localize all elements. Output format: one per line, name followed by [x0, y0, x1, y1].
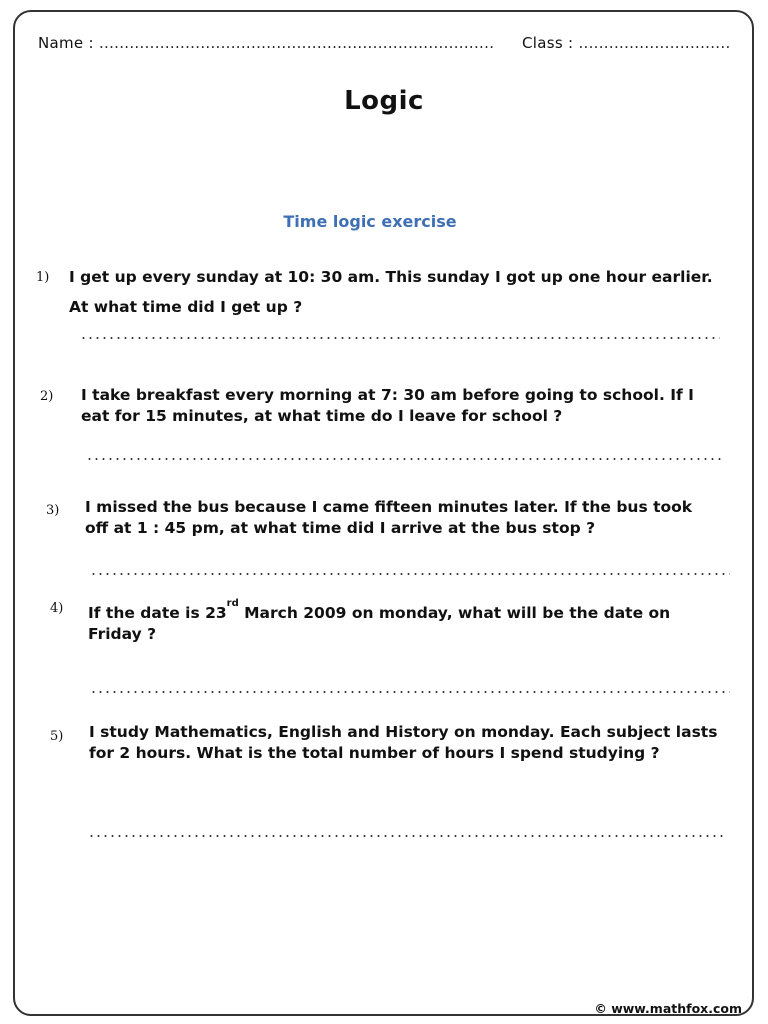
question-line: eat for 15 minutes, at what time do I leave for school ? — [81, 407, 563, 425]
question-number: 3) — [46, 503, 60, 518]
question-text — [88, 593, 670, 645]
question-line: I study Mathematics, English and History on monday. Each subject lasts — [89, 723, 718, 741]
question-line — [88, 593, 670, 624]
question-line: I get up every sunday at 10: 30 am. This sunday I got up one hour earlier. — [69, 268, 713, 286]
question-number: 1) — [36, 270, 50, 285]
question-line-start: If the date is 23 — [88, 604, 227, 622]
question-line-end: March 2009 on monday, what will be the date on — [238, 604, 671, 622]
question-text — [81, 385, 694, 427]
answer-line[interactable] — [90, 573, 730, 575]
question-number: 4) — [50, 601, 64, 616]
question-line: I take breakfast every morning at 7: 30 am before going to school. If I — [81, 386, 694, 404]
question-number: 5) — [50, 729, 64, 744]
question-line: At what time did I get up ? — [69, 298, 303, 316]
question-number: 2) — [40, 389, 54, 404]
question-text — [69, 262, 713, 322]
answer-line[interactable] — [80, 337, 720, 339]
question-line: for 2 hours. What is the total number of hours I spend studying ? — [89, 744, 660, 762]
answer-line[interactable] — [90, 691, 730, 693]
ordinal-suffix: rd — [226, 598, 239, 609]
class-field[interactable] — [522, 34, 731, 52]
class-blank: .............................. — [578, 34, 731, 52]
class-label: Class : — [522, 34, 574, 52]
name-field[interactable] — [38, 34, 494, 52]
question-line: I missed the bus because I came fifteen minutes later. If the bus took — [85, 498, 693, 516]
answer-line[interactable] — [86, 458, 724, 460]
question-line: off at 1 : 45 pm, at what time did I arrive at the bus stop ? — [85, 519, 596, 537]
answer-line[interactable] — [88, 835, 726, 837]
name-blank: .............................................................................. — [98, 34, 495, 52]
exercise-subtitle: Time logic exercise — [283, 212, 457, 231]
question-text — [89, 722, 717, 764]
question-text — [85, 497, 692, 539]
page-title: Logic — [344, 86, 424, 116]
question-line: Friday ? — [88, 625, 157, 643]
copyright-footer: © www.mathfox.com — [594, 1001, 742, 1016]
name-label: Name : — [38, 34, 94, 52]
